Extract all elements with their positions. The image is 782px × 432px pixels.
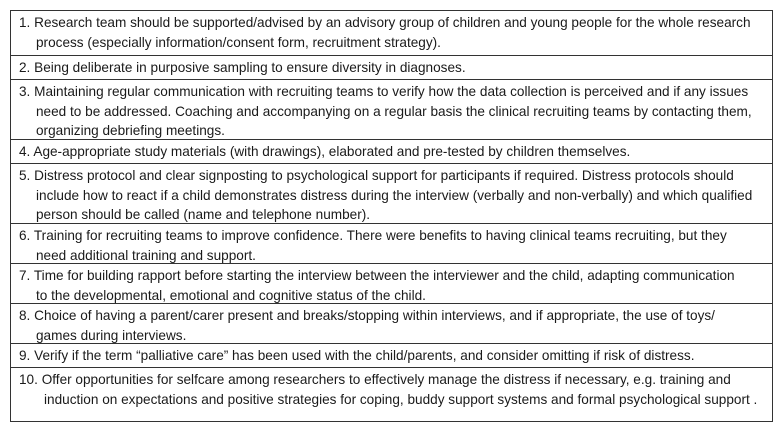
row-text-line xyxy=(19,370,772,390)
table-row xyxy=(11,223,772,263)
row-text-line xyxy=(19,166,772,186)
row-text-line xyxy=(19,306,772,326)
item-text: Verify if the term “palliative care” has been used with the child/parents, and consider omitting if risk of distress. xyxy=(34,348,695,363)
row-text-line: include how to react if a child demonstrates distress during the interview (verbally and non-verbally) and which qualified xyxy=(36,187,753,203)
item-text: Distress protocol and clear signposting to psychological support for participants if required. Distress protocols should xyxy=(34,168,734,183)
item-number: 3. xyxy=(19,84,31,99)
row-text-line: need additional training and support. xyxy=(36,247,256,263)
item-text: Offer opportunities for selfcare among researchers to effectively manage the distress if necessary, e.g. training and xyxy=(41,372,731,387)
row-text-line: person should be called (name and telephone number). xyxy=(36,207,371,222)
item-number: 7. xyxy=(19,268,31,283)
row-text-line xyxy=(19,346,772,366)
item-text: Age-appropriate study materials (with drawings), elaborated and pre-tested by children themselves. xyxy=(33,144,631,159)
item-number: 1. xyxy=(19,15,31,30)
row-text-line xyxy=(19,13,772,33)
row-text-line: to the developmental, emotional and cognitive status of the child. xyxy=(36,287,426,303)
row-text-line xyxy=(19,226,772,246)
row-text-line xyxy=(19,82,772,102)
item-number: 10. xyxy=(19,372,38,387)
table-row xyxy=(11,79,772,139)
item-number: 6. xyxy=(19,228,31,243)
item-text: Maintaining regular communication with recruiting teams to verify how the data collection is perceived and if any issues xyxy=(34,84,749,99)
table-row xyxy=(11,55,772,79)
table-row xyxy=(11,139,772,163)
item-text: Time for building rapport before starting the interview between the interviewer and the child, adapting communication xyxy=(33,268,735,283)
table-row xyxy=(11,303,772,343)
recommendations-table xyxy=(10,10,773,422)
item-number: 4. xyxy=(19,144,31,159)
table-row xyxy=(11,367,772,421)
row-text-line xyxy=(19,266,772,286)
item-number: 5. xyxy=(19,168,31,183)
table-row xyxy=(11,343,772,367)
item-number: 9. xyxy=(19,348,31,363)
row-text-line xyxy=(19,142,772,162)
item-number: 2. xyxy=(19,60,31,75)
item-number: 8. xyxy=(19,308,31,323)
table-row xyxy=(11,163,772,223)
table-row xyxy=(11,11,772,55)
row-text-line: need to be addressed. Coaching and accompanying on a regular basis the clinical recruiting teams by contacting them, xyxy=(36,103,752,119)
row-text-line: games during interviews. xyxy=(36,327,187,343)
item-text: Being deliberate in purposive sampling to ensure diversity in diagnoses. xyxy=(34,60,466,75)
item-text: Research team should be supported/advised by an advisory group of children and young people for the whole research xyxy=(34,15,751,30)
row-text-line: induction on expectations and positive strategies for coping, buddy support systems and formal psychological support . xyxy=(44,391,758,407)
row-text-line xyxy=(19,58,772,78)
item-text: Choice of having a parent/carer present and breaks/stopping within interviews, and if appropriate, the use of toys/ xyxy=(34,308,715,323)
row-text-line: process (especially information/consent form, recruitment strategy). xyxy=(36,34,441,50)
table-row xyxy=(11,263,772,303)
item-text: Training for recruiting teams to improve confidence. There were benefits to having clinical teams recruiting, but they xyxy=(33,228,727,243)
row-text-line: organizing debriefing meetings. xyxy=(36,123,225,138)
